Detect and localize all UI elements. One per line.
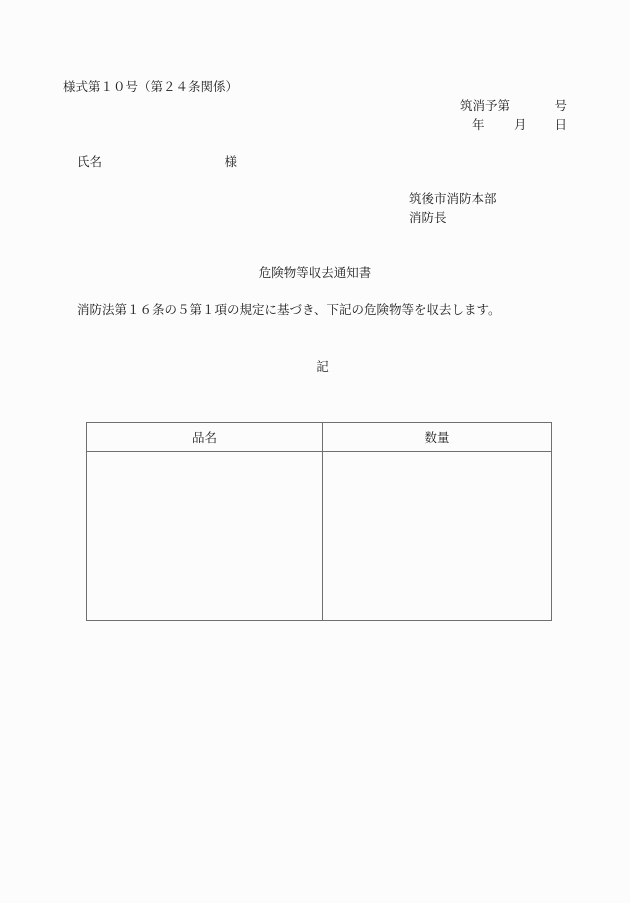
day-label: 日 bbox=[554, 117, 567, 132]
recipient-line bbox=[77, 156, 237, 170]
table-row bbox=[87, 452, 552, 621]
recipient-name-label: 氏名 bbox=[77, 154, 103, 169]
reference-suffix: 号 bbox=[554, 98, 567, 113]
issuer-title: 消防長 bbox=[409, 210, 447, 225]
recipient-honorific: 様 bbox=[224, 154, 237, 169]
items-table bbox=[86, 422, 552, 621]
form-number: 様式第１０号（第２４条関係） bbox=[63, 79, 239, 94]
table-header-row bbox=[87, 423, 552, 452]
body-text: 消防法第１６条の５第１項の規定に基づき、下記の危険物等を収去します。 bbox=[77, 302, 501, 317]
year-label: 年 bbox=[472, 117, 485, 132]
quantity-cell bbox=[323, 452, 552, 621]
document-title: 危険物等収去通知書 bbox=[258, 265, 372, 280]
reference-prefix: 筑消予第 bbox=[460, 98, 511, 113]
month-label: 月 bbox=[514, 117, 527, 132]
header-item-name: 品名 bbox=[87, 423, 323, 452]
header-quantity: 数量 bbox=[323, 423, 552, 452]
item-name-cell bbox=[87, 452, 323, 621]
ki-label: 記 bbox=[316, 359, 329, 374]
issuer-organization: 筑後市消防本部 bbox=[409, 191, 497, 206]
date-line bbox=[472, 119, 567, 133]
